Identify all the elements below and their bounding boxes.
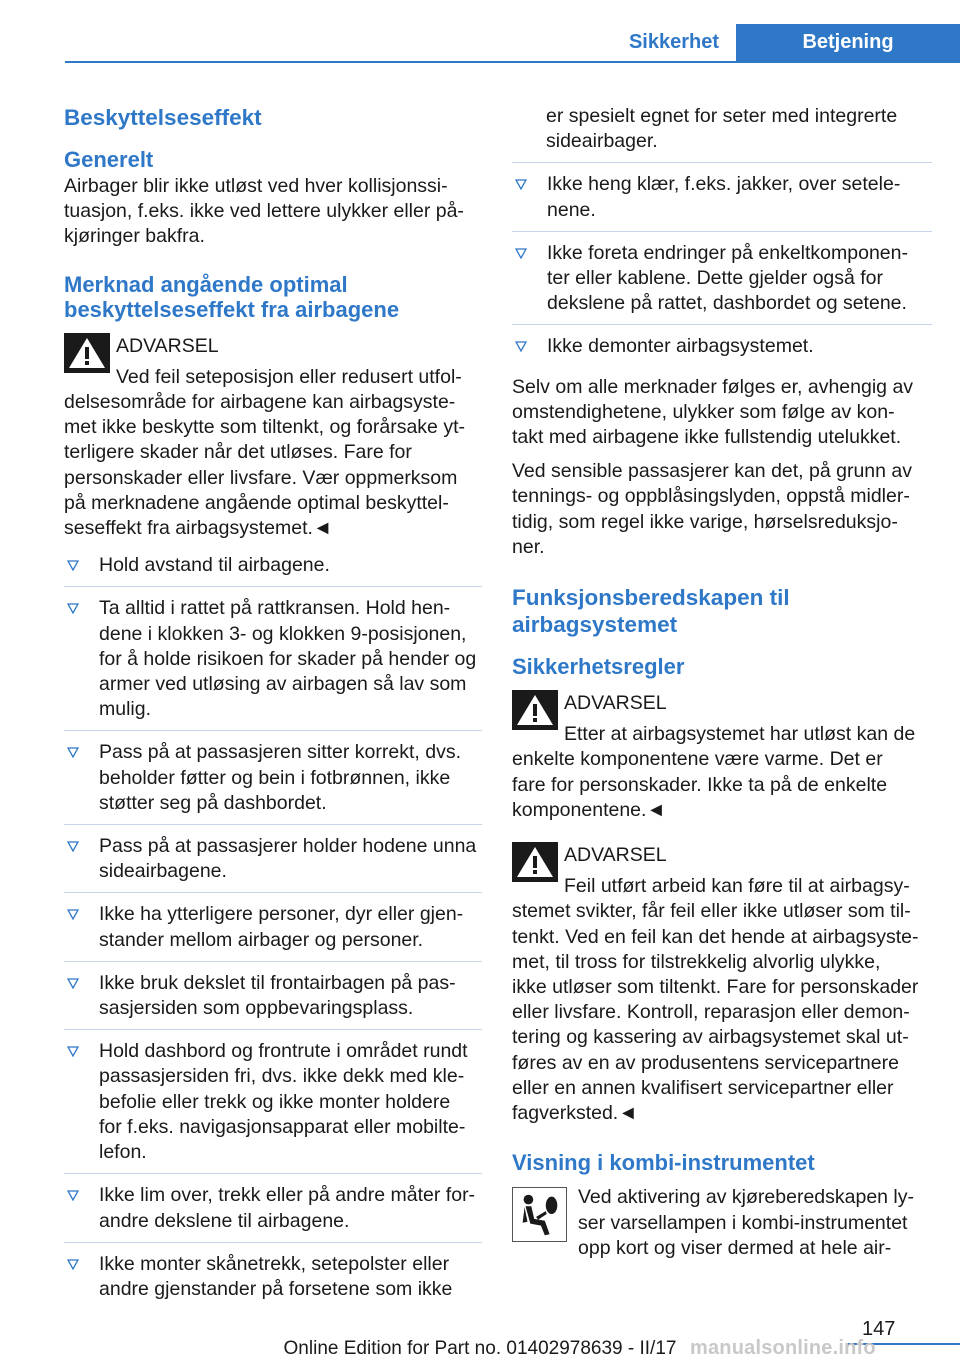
warning-head bbox=[512, 691, 932, 716]
warning-head bbox=[64, 334, 482, 359]
list-item-text: Hold avstand til airbagene. bbox=[99, 554, 330, 577]
warning-icon bbox=[512, 842, 558, 882]
list-item bbox=[512, 172, 932, 231]
airbag-warning-icon bbox=[512, 1187, 567, 1242]
header-rule bbox=[65, 61, 960, 63]
list-item bbox=[64, 740, 482, 825]
left-column bbox=[64, 100, 482, 1319]
display-block bbox=[512, 1185, 932, 1261]
list-item bbox=[64, 553, 482, 587]
triangle-bullet-icon bbox=[515, 341, 527, 352]
triangle-bullet-icon bbox=[67, 1190, 79, 1201]
list-item bbox=[512, 241, 932, 326]
list-item-text: Ikke ha ytterligere personer, dyr eller gjen- stander mellom airbager og personer. bbox=[99, 903, 464, 951]
list-item bbox=[512, 334, 932, 367]
general-text: Airbager blir ikke utløst ved hver kollisjonssi- tuasjon, f.eks. ikke ved lettere ulykker eller på- kjøringer bakfra. bbox=[64, 175, 464, 248]
warning-text: delsesområde for airbagene kan airbagsyste- met ikke beskytte som tiltenkt, og forårsake yt- terligere skader når det utløses. Fare for personskader eller livsfare. Vær oppmerksom på merknadene angående optimal beskyttel- seseffekt fra airbagsystemet.◄ bbox=[64, 391, 465, 540]
triangle-bullet-icon bbox=[67, 603, 79, 614]
list-item bbox=[64, 834, 482, 893]
list-item-text: Pass på at passasjeren sitter korrekt, dvs. beholder føtter og bein i fotbrønnen, ikke støtter seg på dashbordet. bbox=[99, 741, 461, 814]
warning-block bbox=[512, 843, 932, 1126]
list-item-text: Ta alltid i rattet på rattkransen. Hold hen- dene i klokken 3- og klokken 9-posisjonen, for å holde risikoen for skader på hender og armer ved utløsing av airbagen så lav som mulig. bbox=[99, 597, 477, 721]
list-item bbox=[64, 1252, 482, 1310]
section-heading: Funksjonsberedskapen til airbagsystemet bbox=[512, 585, 790, 638]
list-item-text: Ikke monter skånetrekk, setepolster eller andre gjenstander på forsetene som ikke bbox=[99, 1252, 453, 1300]
list-item-text: Hold dashbord og frontrute i området rundt passasjersiden fri, dvs. ikke dekk med kle- befolie eller trekk og ikke monter holdere for f.eks. navigasjonsapparat eller mobilte- lefon. bbox=[99, 1040, 468, 1164]
subheading-display: Visning i kombi-instrumentet bbox=[512, 1150, 815, 1176]
list-item-text: Ikke lim over, trekk eller på andre måter for- andre dekslene til airbagene. bbox=[99, 1184, 476, 1232]
continued-bullet-text: er spesielt egnet for seter med integrerte sideairbager. bbox=[512, 104, 932, 163]
tab-sikkerhet[interactable]: Sikkerhet bbox=[612, 24, 736, 61]
warning-text-first: Ved feil seteposisjon eller redusert utfol- bbox=[116, 365, 462, 388]
triangle-bullet-icon bbox=[67, 978, 79, 989]
warning-text: enkelte komponentene være varme. Det er fare for personskader. Ikke ta på de enkelte komponentene.◄ bbox=[512, 748, 888, 821]
list-item bbox=[64, 902, 482, 961]
triangle-bullet-icon bbox=[67, 909, 79, 920]
triangle-bullet-icon bbox=[67, 1259, 79, 1270]
list-item bbox=[64, 971, 482, 1030]
list-item bbox=[64, 1183, 482, 1242]
list-item-text: Ikke bruk dekslet til frontairbagen på pas- sasjersiden som oppbevaringsplass. bbox=[99, 971, 456, 1020]
triangle-bullet-icon bbox=[67, 1046, 79, 1057]
warning-label: ADVARSEL bbox=[116, 334, 219, 357]
warning-block bbox=[64, 334, 482, 542]
subheading-general: Generelt bbox=[64, 147, 154, 172]
warning-text: stemet svikter, får feil eller ikke utløser som til- tenkt. Ved en feil kan det hende at airbagsyste- met, til tross for tilstrekkelig alvorlig ulykke, ikke utløser som tiltenkt. Fare for personskader eller livsfare. Kontroll, reparasjon eller demon- tering og kassering av airbagsystemet skal ut- føres av en av produsentens servicepartnere eller en annen kvalifisert servicepartner eller fagverksted.◄ bbox=[512, 900, 919, 1125]
list-item-text: Ikke foreta endringer på enkeltkomponen- ter eller kablene. Dette gjelder også for dekslene på rattet, dashbordet og setene. bbox=[547, 241, 908, 315]
bullet-list bbox=[64, 553, 482, 1310]
warning-block bbox=[512, 691, 932, 823]
list-item-text: Ikke demonter airbagsystemet. bbox=[547, 335, 814, 358]
warning-icon bbox=[64, 333, 110, 373]
subheading-note: Merknad angående optimal beskyttelseseffekt fra airbagene bbox=[64, 271, 400, 322]
page-number: 147 bbox=[862, 1318, 896, 1340]
list-item bbox=[64, 1039, 482, 1174]
footer-edition: Online Edition for Part no. 01402978639 - II/17 bbox=[283, 1338, 677, 1359]
bullet-list bbox=[512, 172, 932, 367]
subheading-rules: Sikkerhetsregler bbox=[512, 654, 685, 680]
list-item bbox=[64, 596, 482, 731]
triangle-bullet-icon bbox=[67, 560, 79, 571]
warning-text-first: Feil utført arbeid kan føre til at airbagsy- bbox=[564, 875, 910, 898]
warning-head bbox=[512, 843, 932, 868]
triangle-bullet-icon bbox=[67, 747, 79, 758]
paragraph: Selv om alle merknader følges er, avhengig av omstendighetene, ulykker som følge av kon- takt med airbagene ikke fullstendig utelukket. bbox=[512, 375, 914, 449]
paragraph: Ved sensible passasjerer kan det, på grunn av tennings- og oppblåsingslyden, oppstå midler- tidig, som regel ikke varige, hørselsreduksjo- ner. bbox=[512, 460, 913, 558]
warning-text-first: Etter at airbagsystemet har utløst kan de bbox=[564, 723, 916, 746]
list-item-text: Pass på at passasjerer holder hodene unna sideairbagene. bbox=[99, 835, 477, 883]
triangle-bullet-icon bbox=[515, 179, 527, 190]
section-heading: Beskyttelseseffekt bbox=[64, 105, 262, 130]
warning-label: ADVARSEL bbox=[564, 692, 667, 715]
right-column bbox=[512, 100, 932, 1261]
display-text: Ved aktivering av kjøreberedskapen ly- ser varsellampen i kombi-instrumentet opp kort og viser dermed at hele air- bbox=[578, 1186, 915, 1259]
watermark: manualsonline.info bbox=[690, 1337, 876, 1359]
triangle-bullet-icon bbox=[67, 841, 79, 852]
triangle-bullet-icon bbox=[515, 248, 527, 259]
tab-betjening[interactable]: Betjening bbox=[736, 24, 960, 61]
warning-icon bbox=[512, 690, 558, 730]
list-item-text: Ikke heng klær, f.eks. jakker, over setele- nene. bbox=[547, 173, 901, 221]
warning-label: ADVARSEL bbox=[564, 844, 667, 867]
